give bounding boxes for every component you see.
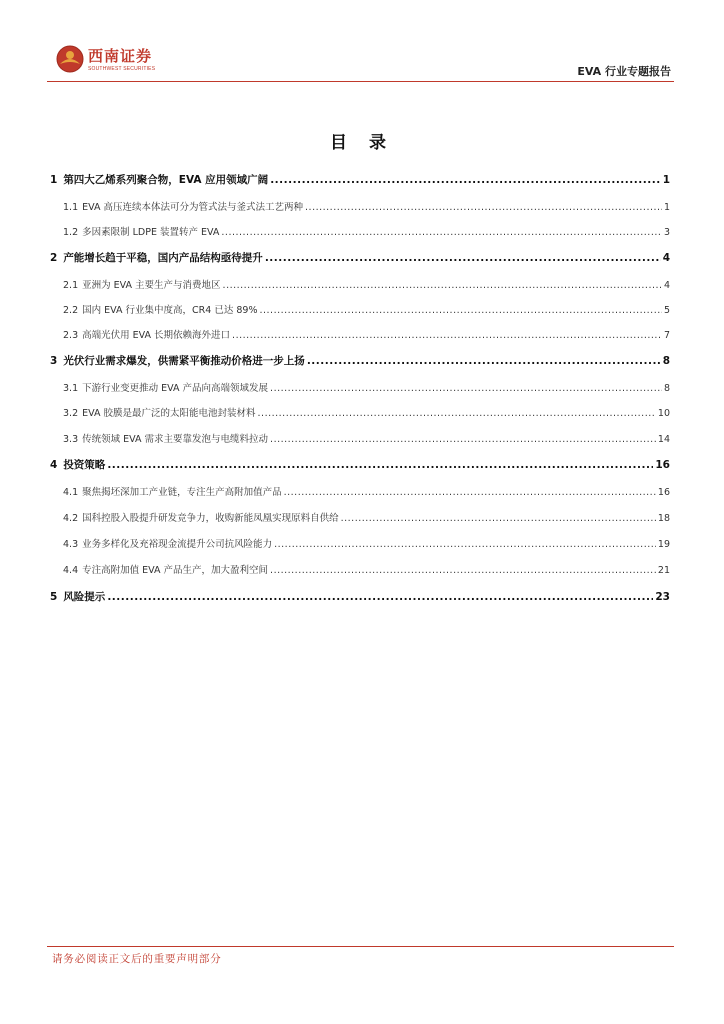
- toc-entry-number: 4: [50, 459, 58, 471]
- toc-entry[interactable]: [50, 172, 670, 188]
- toc-entry-number: 3.1: [63, 383, 79, 394]
- toc-entry-text: 下游行业变更推动 EVA 产品向高端领域发展: [82, 383, 269, 394]
- toc-entry[interactable]: [63, 536, 670, 552]
- toc-dot-leader: [221, 227, 662, 238]
- toc-entry-number: 3.2: [63, 408, 79, 419]
- toc-dot-leader: [270, 383, 662, 394]
- disclaimer-note: 请务必阅读正文后的重要声明部分: [52, 953, 222, 965]
- company-logo: [55, 44, 195, 78]
- toc-entry-page: 16: [655, 459, 670, 471]
- toc-entry[interactable]: [63, 224, 670, 240]
- report-type-label: EVA 行业专题报告: [577, 65, 671, 78]
- toc-entry-text: 产能增长趋于平稳，国内产品结构亟待提升: [63, 252, 263, 264]
- toc-entry[interactable]: [63, 199, 670, 215]
- toc-entry[interactable]: [63, 277, 670, 293]
- toc-entry-page: 18: [657, 513, 670, 524]
- toc-entry-number: 5: [50, 591, 58, 603]
- toc-entry[interactable]: [63, 484, 670, 500]
- toc-dot-leader: [341, 513, 656, 524]
- toc-dot-leader: [107, 459, 653, 471]
- toc-entry-page: 4: [662, 252, 670, 264]
- logo-text-en: SOUTHWEST SECURITIES: [88, 66, 156, 72]
- toc-entry-page: 4: [663, 280, 670, 291]
- toc-entry[interactable]: [63, 327, 670, 343]
- toc-dot-leader: [270, 174, 661, 186]
- toc-entry[interactable]: [63, 405, 670, 421]
- toc-entry[interactable]: [50, 250, 670, 266]
- toc-entry-text: 国科控股入股提升研发竞争力，收购新能凤凰实现原料自供给: [82, 513, 339, 524]
- toc-entry-page: 1: [663, 202, 670, 213]
- toc-entry-number: 2.1: [63, 280, 79, 291]
- toc-entry-text: EVA 高压连续本体法可分为管式法与釜式法工艺两种: [82, 202, 304, 213]
- toc-dot-leader: [259, 305, 661, 316]
- toc-entry[interactable]: [50, 353, 670, 369]
- toc-entry-page: 1: [662, 174, 670, 186]
- toc-dot-leader: [270, 565, 656, 576]
- toc-dot-leader: [107, 591, 653, 603]
- toc-entry-text: 风险提示: [63, 591, 106, 603]
- logo-text-cn: 西南证券: [88, 47, 153, 65]
- toc-entry-text: 投资策略: [63, 459, 106, 471]
- toc-entry-page: 10: [657, 408, 670, 419]
- toc-entry-page: 23: [655, 591, 670, 603]
- toc-entry-number: 4.1: [63, 487, 79, 498]
- toc-entry-text: EVA 胶膜是最广泛的太阳能电池封装材料: [82, 408, 256, 419]
- toc-entry-number: 3.3: [63, 434, 79, 445]
- toc-entry-text: 传统领域 EVA 需求主要靠发泡与电缆料拉动: [82, 434, 269, 445]
- toc-entry-number: 1: [50, 174, 58, 186]
- toc-entry-text: 高端光伏用 EVA 长期依赖海外进口: [82, 330, 231, 341]
- toc-entry-page: 5: [663, 305, 670, 316]
- toc-entry-page: 8: [663, 383, 670, 394]
- toc-entry-number: 1.1: [63, 202, 79, 213]
- toc-entry-number: 4.4: [63, 565, 79, 576]
- toc-dot-leader: [265, 252, 661, 264]
- logo-mark-icon: [55, 44, 85, 74]
- page-header: [0, 0, 724, 82]
- toc-entry[interactable]: [63, 510, 670, 526]
- toc-title: 目 录: [330, 133, 394, 153]
- toc-dot-leader: [270, 434, 656, 445]
- toc-dot-leader: [258, 408, 656, 419]
- toc-entry-number: 2: [50, 252, 58, 264]
- toc-entry-text: 国内 EVA 行业集中度高，CR4 已达 89%: [82, 305, 258, 316]
- toc-entry[interactable]: [63, 302, 670, 318]
- toc-entry-page: 8: [662, 355, 670, 367]
- toc-dot-leader: [223, 280, 662, 291]
- toc-entry-text: 专注高附加值 EVA 产品生产，加大盈利空间: [82, 565, 269, 576]
- toc-entry-number: 2.2: [63, 305, 79, 316]
- footer-divider: [47, 946, 674, 947]
- toc-entry-number: 2.3: [63, 330, 79, 341]
- toc-dot-leader: [305, 202, 662, 213]
- toc-entry-page: 16: [657, 487, 670, 498]
- toc-dot-leader: [274, 539, 656, 550]
- toc-entry-page: 7: [663, 330, 670, 341]
- toc-entry-page: 14: [657, 434, 670, 445]
- toc-entry-page: 3: [663, 227, 670, 238]
- toc-dot-leader: [284, 487, 656, 498]
- toc-entry-number: 3: [50, 355, 58, 367]
- toc-entry-text: 亚洲为 EVA 主要生产与消费地区: [82, 280, 221, 291]
- toc-entry[interactable]: [63, 562, 670, 578]
- toc-dot-leader: [232, 330, 662, 341]
- toc-dot-leader: [307, 355, 661, 367]
- header-divider: [47, 81, 674, 82]
- toc-entry-text: 聚焦揭坯深加工产业链，专注生产高附加值产品: [82, 487, 282, 498]
- toc-entry[interactable]: [63, 431, 670, 447]
- toc-entry[interactable]: [63, 380, 670, 396]
- toc-entry-text: 第四大乙烯系列聚合物，EVA 应用领域广阔: [63, 174, 269, 186]
- toc-entry-text: 光伏行业需求爆发，供需紧平衡推动价格进一步上扬: [63, 355, 305, 367]
- toc-entry-number: 4.3: [63, 539, 79, 550]
- toc-entry-number: 4.2: [63, 513, 79, 524]
- toc-entry-page: 21: [657, 565, 670, 576]
- toc-entry-page: 19: [657, 539, 670, 550]
- toc-entry-number: 1.2: [63, 227, 79, 238]
- toc-entry[interactable]: [50, 457, 670, 473]
- toc-entry[interactable]: [50, 589, 670, 605]
- toc-entry-text: 业务多样化及充裕现金流提升公司抗风险能力: [82, 539, 273, 550]
- toc-entry-text: 多因素限制 LDPE 装置转产 EVA: [82, 227, 220, 238]
